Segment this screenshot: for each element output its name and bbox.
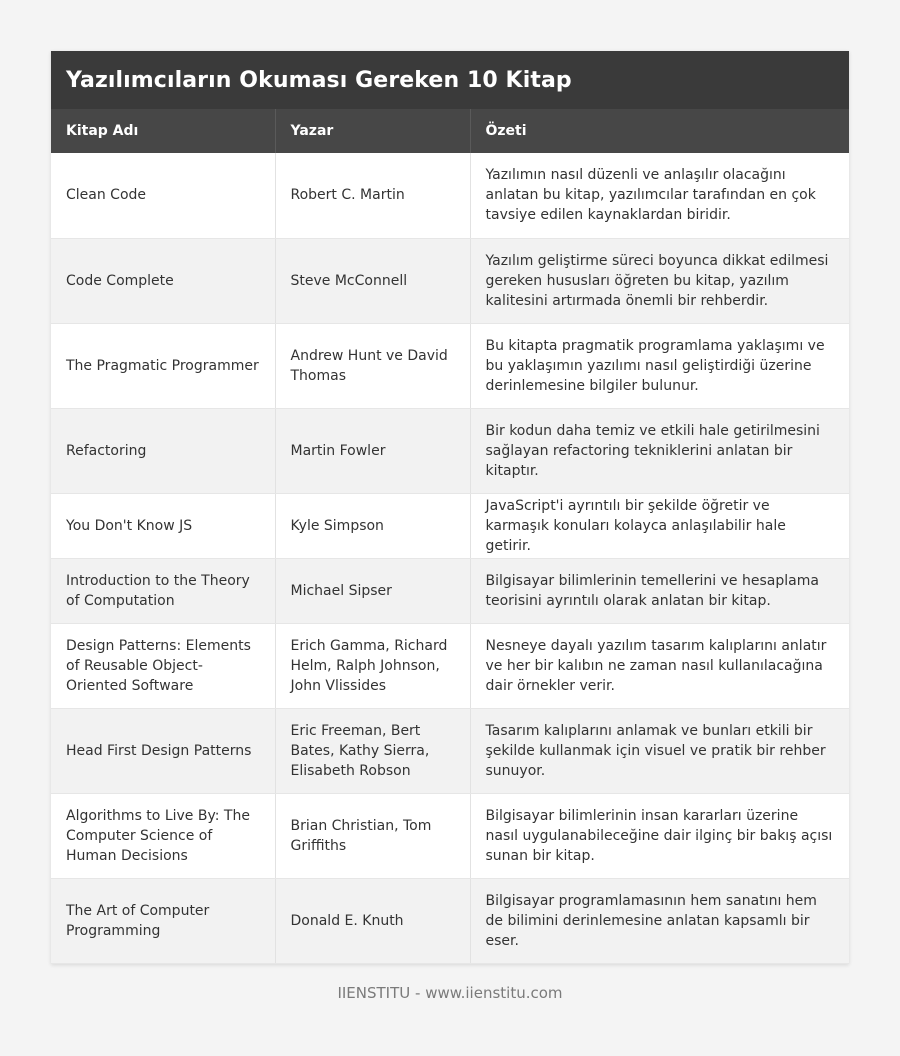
column-header-book: Kitap Adı [51,109,275,153]
author-cell: Eric Freeman, Bert Bates, Kathy Sierra, Elisabeth Robson [275,708,470,793]
table-row [51,623,849,708]
book-title-cell: Clean Code [51,153,275,238]
table-row [51,708,849,793]
table-title-bar [51,51,849,109]
column-header-summary: Özeti [470,109,849,153]
summary-cell: JavaScript'i ayrıntılı bir şekilde öğretir ve karmaşık konuları kolayca anlaşılabilir hale getirir. [470,493,849,558]
summary-cell: Nesneye dayalı yazılım tasarım kalıplarını anlatır ve her bir kalıbın ne zaman nasıl kullanılacağına dair örnekler verir. [470,623,849,708]
summary-cell: Bilgisayar bilimlerinin insan kararları üzerine nasıl uygulanabileceğine dair ilginç bir bakış açısı sunan bir kitap. [470,793,849,878]
table-row [51,238,849,323]
table-header [51,109,849,153]
book-title-cell: Code Complete [51,238,275,323]
books-table [51,109,849,964]
book-title-cell: Head First Design Patterns [51,708,275,793]
summary-cell: Yazılımın nasıl düzenli ve anlaşılır olacağını anlatan bu kitap, yazılımcılar tarafından en çok tavsiye edilen kaynaklardan biridir. [470,153,849,238]
table-body [51,153,849,963]
summary-cell: Bir kodun daha temiz ve etkili hale getirilmesini sağlayan refactoring tekniklerini anlatan bir kitaptır. [470,408,849,493]
summary-cell: Yazılım geliştirme süreci boyunca dikkat edilmesi gereken hususları öğreten bu kitap, yazılım kalitesini artırmada önemli bir rehberdir. [470,238,849,323]
table-row [51,153,849,238]
table-row [51,493,849,558]
table-row [51,878,849,963]
author-cell: Erich Gamma, Richard Helm, Ralph Johnson, John Vlissides [275,623,470,708]
footer-credit: IIENSTITU - www.iienstitu.com [337,984,563,1002]
author-cell: Brian Christian, Tom Griffiths [275,793,470,878]
summary-cell: Bilgisayar bilimlerinin temellerini ve hesaplama teorisini ayrıntılı olarak anlatan bir kitap. [470,558,849,623]
book-title-cell: Design Patterns: Elements of Reusable Object-Oriented Software [51,623,275,708]
author-cell: Martin Fowler [275,408,470,493]
page-title: Yazılımcıların Okuması Gereken 10 Kitap [66,67,572,93]
book-title-cell: The Art of Computer Programming [51,878,275,963]
summary-cell: Bu kitapta pragmatik programlama yaklaşımı ve bu yaklaşımın yazılımı nasıl geliştirdiği üzerine derinlemesine bilgiler bulunur. [470,323,849,408]
table-row [51,558,849,623]
book-title-cell: Introduction to the Theory of Computation [51,558,275,623]
book-title-cell: You Don't Know JS [51,493,275,558]
author-cell: Michael Sipser [275,558,470,623]
author-cell: Andrew Hunt ve David Thomas [275,323,470,408]
summary-cell: Bilgisayar programlamasının hem sanatını hem de bilimini derinlemesine anlatan kapsamlı bir eser. [470,878,849,963]
author-cell: Donald E. Knuth [275,878,470,963]
table-row [51,793,849,878]
book-title-cell: Refactoring [51,408,275,493]
author-cell: Steve McConnell [275,238,470,323]
table-row [51,408,849,493]
column-header-author: Yazar [275,109,470,153]
books-table-card [51,51,849,964]
table-row [51,323,849,408]
author-cell: Robert C. Martin [275,153,470,238]
book-title-cell: The Pragmatic Programmer [51,323,275,408]
book-title-cell: Algorithms to Live By: The Computer Science of Human Decisions [51,793,275,878]
author-cell: Kyle Simpson [275,493,470,558]
summary-cell: Tasarım kalıplarını anlamak ve bunları etkili bir şekilde kullanmak için visuel ve pratik bir rehber sunuyor. [470,708,849,793]
